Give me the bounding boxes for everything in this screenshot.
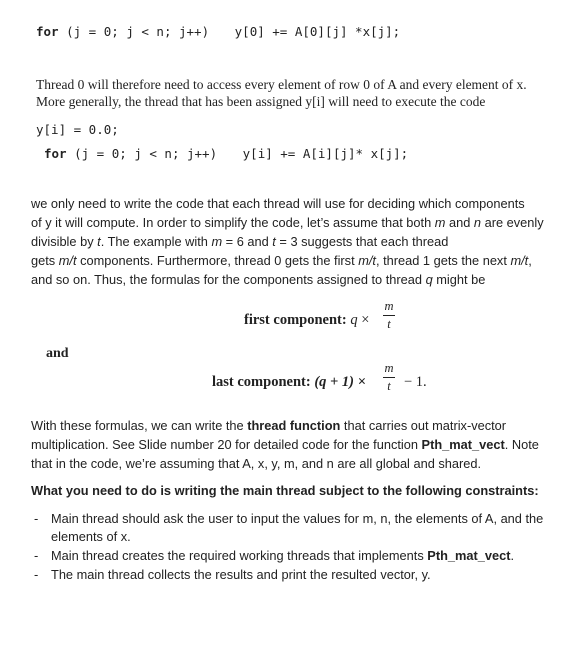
text-run: . The example with [100,234,212,249]
fraction-numerator: m [384,299,394,313]
var-t: t [272,234,276,249]
var-n: n [473,215,482,230]
bullet-3: The main thread collects the results and print the resulted vector, y. [51,567,431,582]
serif-paragraph-line-2: More generally, the thread that has been assigned y[i] will need to execute the code [36,94,486,109]
var-t: t [97,234,101,249]
thread-fn-paragraph-line-2 [31,437,539,452]
fraction-denominator: t [387,379,391,393]
code-loop-body: y[i] += A[i][j]* x[j]; [242,146,409,161]
formula-last-tail: − 1. [404,374,427,390]
code-loop-header: (j = 0; j < n; j++) [74,146,218,161]
text-run: = 6 and [222,234,273,249]
text-run: , [528,253,532,268]
formula-last-fraction [383,362,395,393]
fraction-bar [383,315,395,316]
var-m: m [434,215,446,230]
text-run: are evenly [481,215,544,230]
serif-paragraph-line-1: Thread 0 will therefore need to access every element of row 0 of A and every element of x. [36,77,527,92]
fraction-denominator: t [387,317,391,331]
formula-var-q: q [350,312,358,328]
var-m-over-t: m/t [510,253,529,268]
bold-term-pth-mat-vect: Pth_mat_vect [421,437,505,452]
var-q: q [425,272,433,287]
bullet-dash: - [34,511,39,526]
components-paragraph-line-1: we only need to write the code that each thread will use for deciding which components [31,196,525,211]
thread-fn-paragraph-line-3: that in the code, we’re assuming that A, x, y, m, and n are all global and shared. [31,456,482,471]
formula-first-fraction [383,300,395,331]
code-keyword-for: for [36,24,59,39]
bullet-1-line-2: elements of x. [51,529,131,544]
code-loop-header: (j = 0; j < n; j++) [66,24,210,39]
var-m-over-t: m/t [358,253,376,268]
text-run: . Note [504,437,539,452]
text-run: of y it will compute. In order to simplify the code, let’s assume that both [31,215,435,230]
formula-expression: (q + 1) × [314,374,366,390]
var-m-over-t: m/t [58,253,77,268]
text-run: , thread 1 gets the next [375,253,511,268]
text-run: and [445,215,474,230]
text-run: = 3 suggests that each thread [275,234,449,249]
text-run: gets [31,253,59,268]
text-run: divisible by [31,234,98,249]
text-run: might be [432,272,486,287]
task-heading: What you need to do is writing the main thread subject to the following constraints: [31,483,539,498]
components-paragraph-line-4 [31,253,532,268]
formula-first-component [244,312,369,329]
var-m: m [211,234,223,249]
code-keyword-for: for [44,146,67,161]
bullet-dash: - [34,548,39,563]
fraction-bar [383,377,395,378]
code-line-assign: y[i] = 0.0; [36,122,119,137]
text-run: multiplication. See Slide number 20 for detailed code for the function [31,437,422,452]
components-paragraph-line-2 [31,215,544,230]
formula-label: last component: [212,374,311,390]
fraction-numerator: m [384,361,394,375]
formula-label: first component: [244,312,347,328]
text-run: components. Furthermore, thread 0 gets the first [76,253,359,268]
code-line-loop [44,146,408,161]
code-line-1 [36,24,400,39]
bullet-1-line-1: Main thread should ask the user to input the values for m, n, the elements of A, and the [51,511,544,526]
text-run: . [510,548,515,563]
code-loop-body: y[0] += A[0][j] *x[j]; [234,24,401,39]
components-paragraph-line-5 [31,272,485,287]
bullet-dash: - [34,567,39,582]
components-paragraph-line-3 [31,234,448,249]
formula-last-component [212,374,366,391]
text-run: Main thread creates the required working threads that implements [51,548,428,563]
formula-times: × [361,312,370,328]
bullet-2 [51,548,514,563]
bold-term-thread-function: thread function [247,418,341,433]
thread-fn-paragraph-line-1 [31,418,506,433]
text-run: that carries out matrix-vector [340,418,507,433]
bold-term-pth-mat-vect: Pth_mat_vect [427,548,511,563]
text-run: and so on. Thus, the formulas for the components assigned to thread [31,272,426,287]
and-word: and [46,346,69,361]
text-run: With these formulas, we can write the [31,418,248,433]
